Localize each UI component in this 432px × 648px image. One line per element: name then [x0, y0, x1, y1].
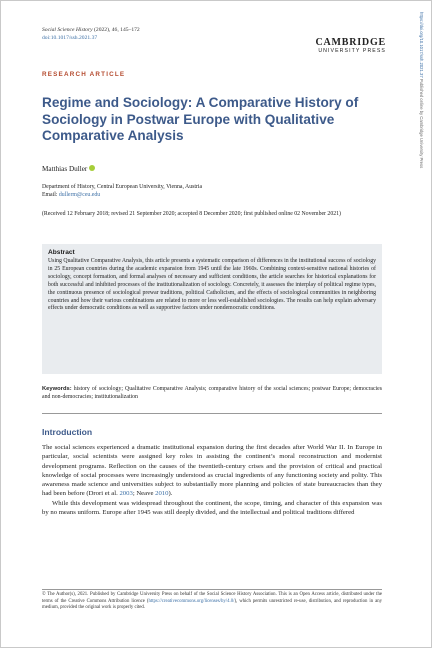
journal-citation	[42, 26, 292, 42]
citation-link-drori[interactable]: 2003	[119, 490, 133, 498]
abstract-text: Using Qualitative Comparative Analysis, this article presents a systematic comparison of differences in the institutional success of sociology in 25 European countries during the academic expansion from 1945 until the late 1960s. Combining context-sensitive national histories of sociology, concept formation, and formal analyses of necessary and sufficient conditions, the article searches for historical explanations for both successful and inhibited processes of the institutionalization of sociology. Concretely, it assesses the interplay of political regime types, the continuous presence of sociological prewar traditions, political Catholicism, and the effects of sociological communities in neighboring countries and how their various combinations are related to more or less well-established sociologies. The results can help explain adversary effects under democratic conditions as well as supportive factors under nondemocratic conditions.	[48, 258, 376, 312]
journal-doi[interactable]: doi:10.1017/ssh.2021.37	[42, 35, 98, 41]
article-title: Regime and Sociology: A Comparative History of Sociology in Postwar Europe with Qualitative Comparative Analysis	[42, 95, 359, 143]
author-line	[42, 165, 95, 173]
orcid-icon[interactable]	[89, 165, 95, 171]
affiliation	[42, 183, 382, 199]
body-p1-text: The social sciences experienced a dramatic institutional expansion during the first decades after World War II. In Europe in particular, social scientists were assigned key roles in assisting the continent’s moral reconstruction and modernist development programs. Reflection on the causes of the twentieth-century crises and the provision of critical and practical knowledge of social processes were increasingly understood as crucial ingredients of any functioning society and polity. This awareness made science and universities subject to substantially more planning and policies of state bureaucracies than they had been before (Drori et al.	[42, 444, 382, 498]
journal-issue: (2022), 46, 145–172	[94, 27, 140, 33]
side-published-text: Published online by Cambridge University Press	[419, 78, 424, 169]
keywords-label: Keywords:	[42, 386, 72, 392]
keywords-text: history of sociology; Qualitative Comparative Analysis; comparative history of the social sciences; postwar Europe; democracies and non-democracies; institutionalization	[42, 386, 382, 400]
license-link[interactable]: https://creativecommons.org/licenses/by/4.0/	[148, 598, 235, 604]
affiliation-department: Department of History, Central European University, Vienna, Austria	[42, 184, 203, 190]
copyright-footer	[42, 592, 382, 612]
body-text	[42, 443, 382, 517]
footer-text: © The Author(s), 2021. Published by Cambridge University Press on behalf of the Social Science History Association. This is an Open Access article, distributed under the terms of the Creative Commons Attribution licence (	[42, 592, 382, 604]
abstract-heading: Abstract	[48, 249, 75, 256]
side-doi-link[interactable]: https://doi.org/10.1017/ssh.2021.37	[419, 12, 424, 78]
cambridge-logo	[266, 38, 386, 55]
body-paragraph-1	[42, 443, 382, 499]
journal-name: Social Science History	[42, 27, 93, 33]
article-type-label: RESEARCH ARTICLE	[42, 71, 126, 78]
side-doi-strip	[416, 12, 426, 262]
author-name: Matthias Duller	[42, 165, 88, 173]
citation-link-neave[interactable]: 2010	[155, 490, 169, 498]
body-paragraph-2: While this development was widespread throughout the continent, the scope, timing, and character of this expansion was by no means uniform. Europe after 1945 was still deeply divided, and the intellectual and political traditions differed	[42, 499, 382, 517]
body-p1-end: ).	[168, 490, 173, 498]
keywords-divider	[42, 413, 382, 414]
publication-dates: (Received 12 February 2018; revised 21 September 2020; accepted 8 December 2020; first published online 02 November 2021)	[42, 211, 341, 217]
footer-text-end: ), which permits unrestricted re-use, distribution, and reproduction in any medium, provided the original work is properly cited.	[42, 598, 382, 610]
footer-divider	[42, 589, 382, 590]
logo-line-2: UNIVERSITY PRESS	[318, 48, 386, 54]
logo-line-1: CAMBRIDGE	[315, 37, 386, 48]
section-heading-introduction: Introduction	[42, 427, 93, 437]
abstract-box	[42, 244, 382, 374]
body-p1-mid: ; Neave	[132, 490, 156, 498]
email-link[interactable]: dullerm@ceu.edu	[58, 192, 101, 198]
email-label: Email:	[42, 192, 59, 198]
keywords	[42, 385, 382, 401]
